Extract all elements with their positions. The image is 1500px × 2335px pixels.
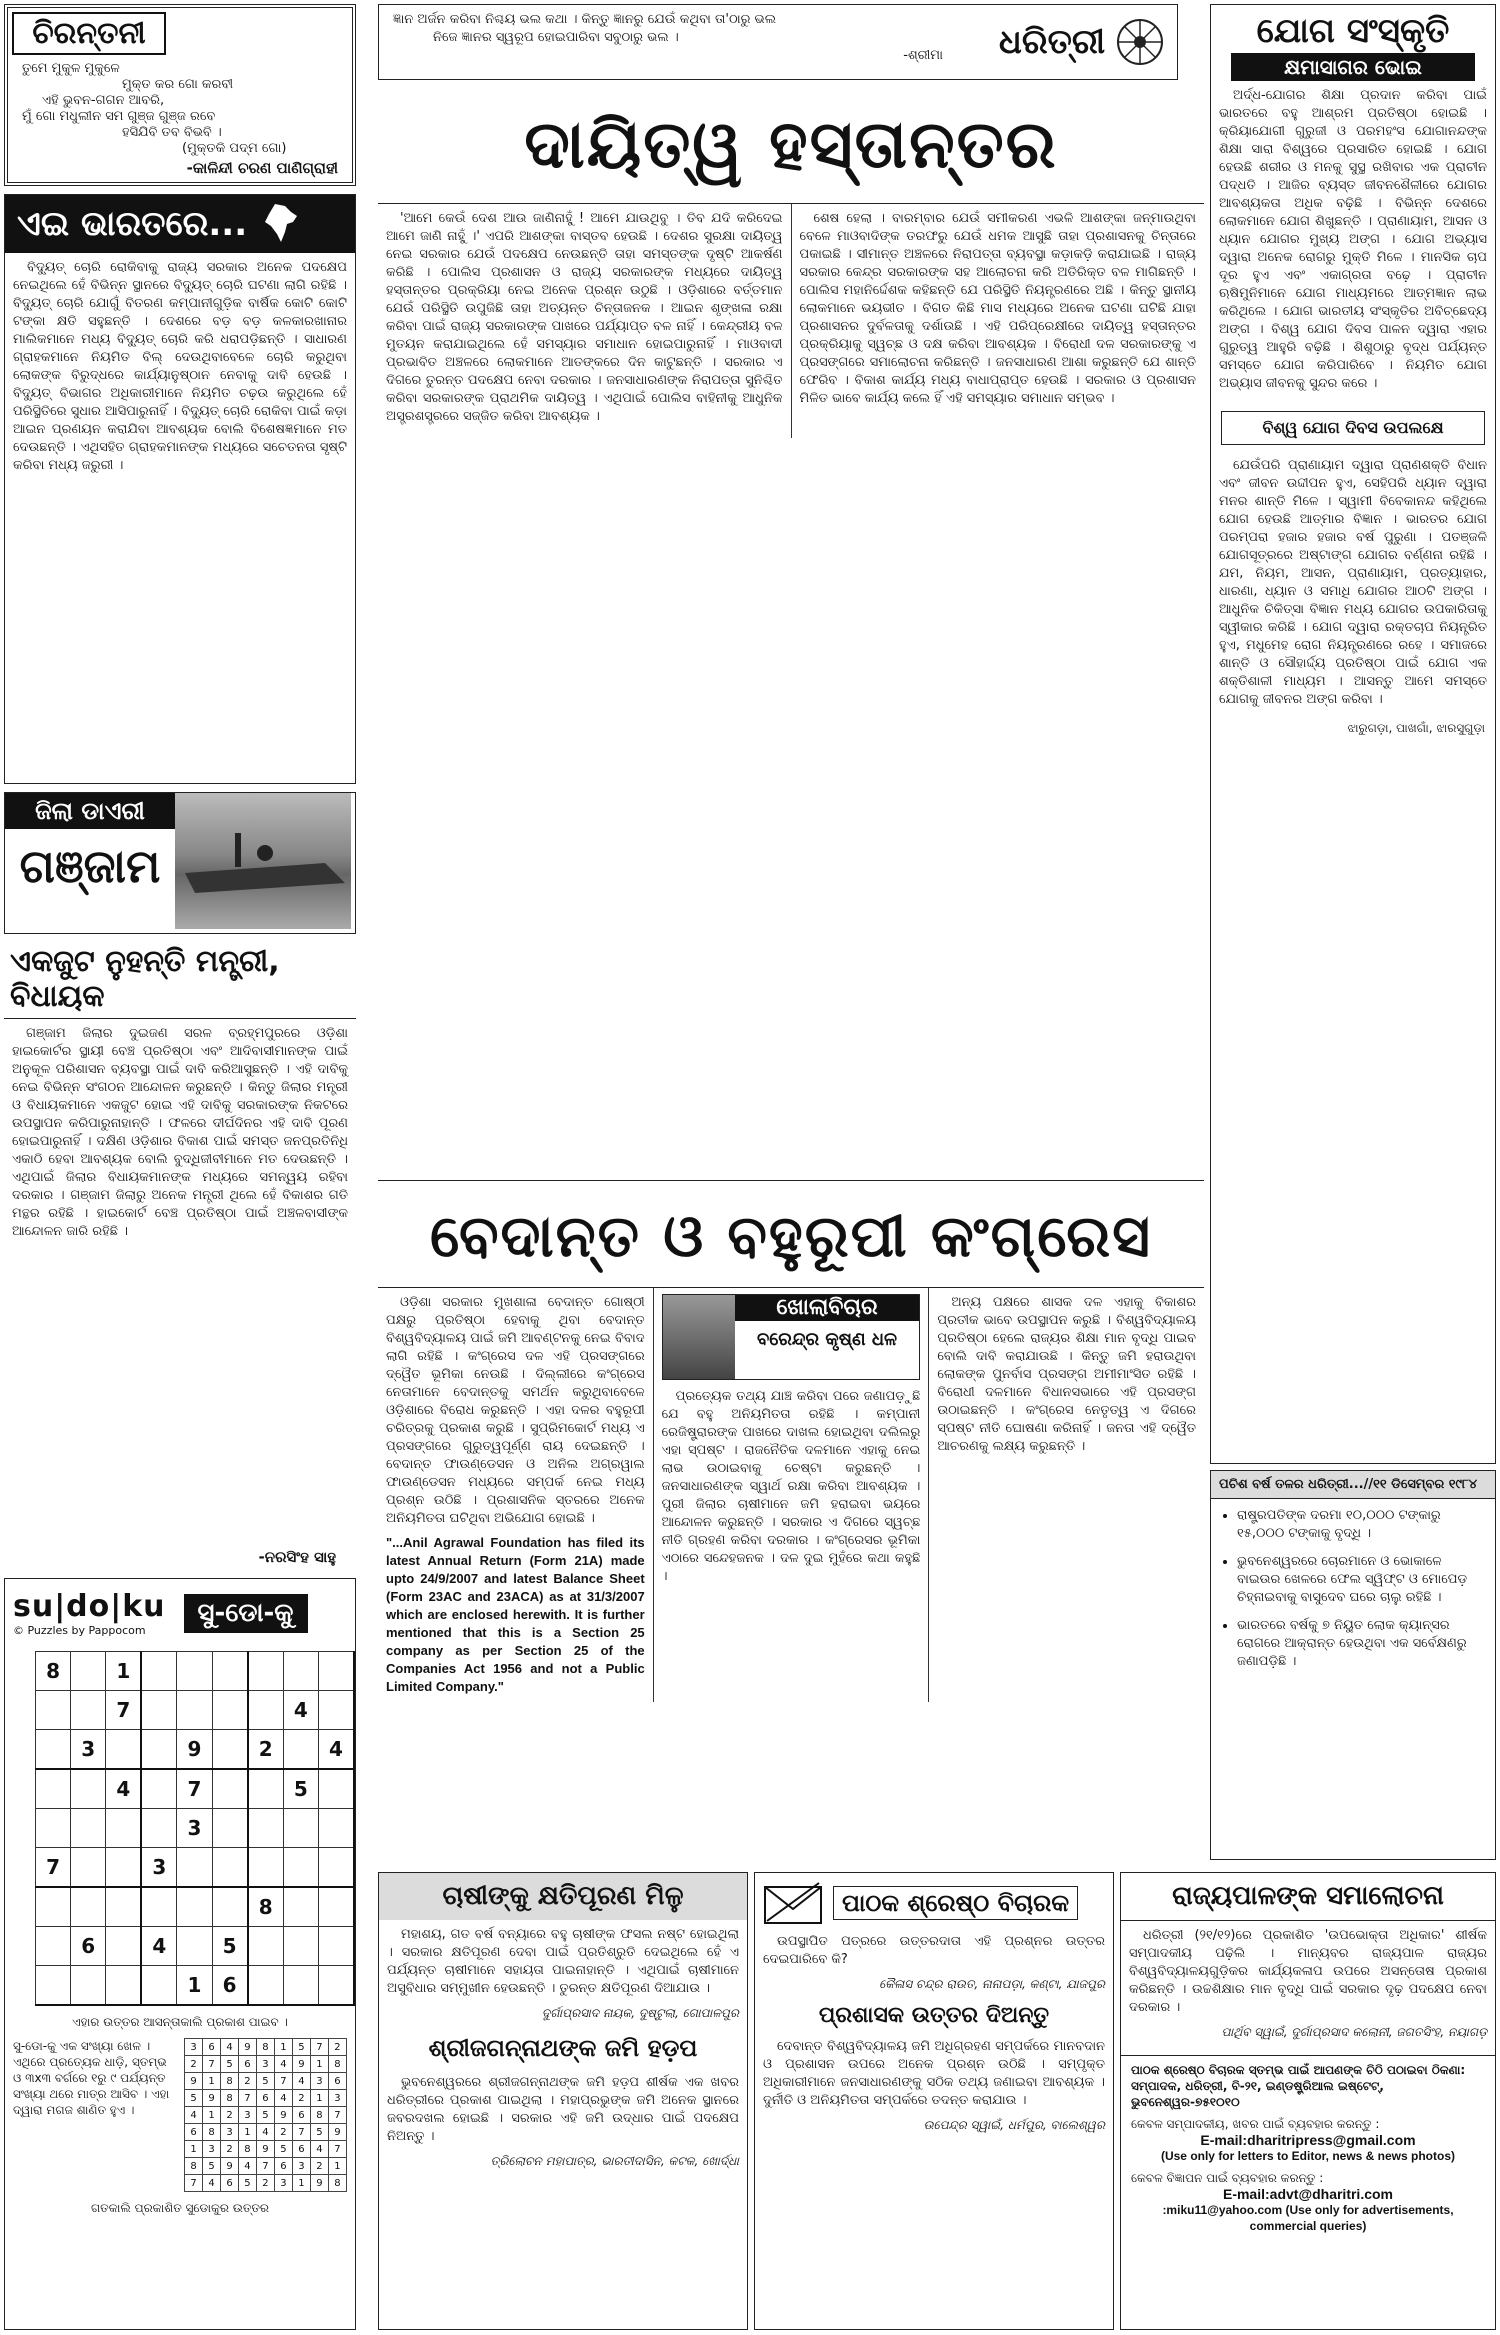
solution-cell: 3: [328, 2090, 346, 2107]
sudoku-cell[interactable]: [248, 1691, 284, 1730]
solution-cell: 7: [256, 2158, 274, 2175]
yoga-box: [1210, 4, 1496, 1464]
solution-cell: 7: [239, 2090, 257, 2107]
solution-row: [185, 2056, 347, 2073]
sudoku-cell[interactable]: [212, 1691, 248, 1730]
sudoku-cell[interactable]: [141, 1691, 177, 1730]
contact-line: କେବଳ ବିଜ୍ଞାପନ ପାଇଁ ବ୍ୟବହାର କରନ୍ତୁ :: [1131, 2171, 1324, 2185]
ei-bharatare-title: ଏଇ ଭାରତରେ...: [17, 204, 248, 244]
sudoku-cell[interactable]: [248, 1809, 284, 1848]
letter-sender: ଉପେନ୍ଦ୍ର ସ୍ୱାଇଁ, ଧର୍ମପୁର, ବାଲେଶ୍ୱର: [923, 2118, 1105, 2132]
solution-cell: 4: [292, 2073, 310, 2090]
solution-cell: 7: [328, 2141, 346, 2158]
solution-cell: 9: [185, 2073, 203, 2090]
solution-cell: 5: [239, 2175, 257, 2192]
sudoku-cell[interactable]: [71, 1809, 106, 1848]
solution-cell: 4: [239, 2158, 257, 2175]
poem-line: ହସିଯିବି ତବ ବିଭବି ।: [122, 125, 222, 140]
paragraph: ଦେବାନ୍ତ ବିଶ୍ୱବିଦ୍ୟାଳୟ ଜମି ଅଧିଗ୍ରହଣ ସମ୍ପର୍କରେ ମାନବଦାନ ଓ ପ୍ରଶାସନ ଉପରେ ଅନେକ ପ୍ରଶ୍ନ ଉଠିଛି । ସମ୍ପୃକ୍ତ ଅଧିକାରୀମାନେ ଜନସାଧାରଣଙ୍କୁ ସଠିକ ତଥ୍ୟ ଜଣାଇବା ଆବଶ୍ୟକ । ଦୁର୍ନୀତି ଓ ଅନିୟମିତତା ସମ୍ପର୍କରେ ତଦନ୍ତ କରାଯାଉ ।: [763, 2039, 1105, 2108]
sudoku-cell[interactable]: [283, 1927, 318, 1966]
solution-cell: 8: [310, 2107, 328, 2124]
solution-cell: 3: [256, 2056, 274, 2073]
sudoku-cell[interactable]: [106, 1966, 142, 2006]
sudoku-cell[interactable]: 7: [36, 1848, 71, 1888]
sudoku-cell[interactable]: 5: [212, 1927, 248, 1966]
poem-line: ଏହି ଭୁବନ-ଗଗନ ଆବରି,: [42, 93, 165, 108]
solution-row: [185, 2073, 347, 2090]
sudoku-cell[interactable]: [212, 1652, 248, 1691]
sudoku-cell[interactable]: [318, 1927, 354, 1966]
sudoku-cell[interactable]: [212, 1809, 248, 1848]
solution-cell: 8: [221, 2073, 239, 2090]
india-map-icon: [261, 202, 301, 246]
solution-cell: 2: [274, 2124, 292, 2141]
solution-cell: 7: [310, 2039, 328, 2056]
sudoku-cell[interactable]: [71, 1769, 106, 1809]
sudoku-credit: © Puzzles by Pappocom: [13, 1624, 146, 1637]
kholabichar-box: [662, 1294, 921, 1380]
solution-cell: 4: [185, 2107, 203, 2124]
solution-cell: 3: [274, 2175, 292, 2192]
solution-cell: 8: [203, 2124, 221, 2141]
solution-cell: 5: [310, 2124, 328, 2141]
sudoku-cell[interactable]: 4: [318, 1730, 354, 1770]
sudoku-cell[interactable]: [141, 1730, 177, 1770]
sudoku-cell[interactable]: 8: [36, 1652, 71, 1691]
paragraph: ଧରିତ୍ରୀ (୨୧/୧୨)ରେ ପ୍ରକାଶିତ 'ଉପଭୋକ୍ତା ଅଧିକାର' ଶୀର୍ଷକ ସମ୍ପାଦକୀୟ ପଢ଼ିଲି । ମାନ୍ୟବର ରାଜ୍ୟପାଳ ରାଜ୍ୟର ବିଶ୍ୱବିଦ୍ୟାଳୟଗୁଡ଼ିକର କାର୍ଯ୍ୟକଳାପ ଉପରେ ଅସନ୍ତୋଷ ପ୍ରକାଶ କରିଛନ୍ତି । ଉଚ୍ଚଶିକ୍ଷାର ମାନ ବୃଦ୍ଧି ପାଇଁ ସରକାର ଦୃଢ଼ ପଦକ୍ଷେପ ନେବା ଦରକାର ।: [1129, 1928, 1487, 2015]
sudoku-cell[interactable]: 1: [106, 1652, 142, 1691]
solution-row: [185, 2039, 347, 2056]
solution-cell: 2: [239, 2073, 257, 2090]
governor-title: ରାଜ୍ୟପାଳଙ୍କ ସମାଲୋଚନା: [1121, 1873, 1495, 1921]
paragraph: ବିଦ୍ୟୁତ୍ ଚୋରି ରୋକିବାକୁ ରାଜ୍ୟ ସରକାର ଅନେକ ପଦକ୍ଷେପ ନେଇଥିଲେ ହେଁ ବିଭିନ୍ନ ସ୍ଥାନରେ ବିଦ୍ୟୁତ୍ ଚୋରି ଘଟଣା ଲାଗି ରହିଛି । ବିଦ୍ୟୁତ୍ ଚୋରି ଯୋଗୁଁ ବିତରଣ କମ୍ପାନୀଗୁଡ଼ିକ ବାର୍ଷିକ କୋଟି କୋଟି ଟଙ୍କା କ୍ଷତି ସହୁଛନ୍ତି । ଦେଶରେ ବଡ଼ ବଡ଼ କଳକାରଖାନାର ମାଲିକମାନେ ମଧ୍ୟ ବିଦ୍ୟୁତ୍ ଚୋରି କରି ଧରାପଡ଼ିଛନ୍ତି । ସାଧାରଣ ଗ୍ରାହକମାନେ ନିୟମିତ ବିଲ୍ ଦେଉଥିବାବେଳେ ଚୋରି କରୁଥିବା ଲୋକଙ୍କ ବିରୁଦ୍ଧରେ କାର୍ଯ୍ୟାନୁଷ୍ଠାନ ନେବାକୁ ଦାବି ହେଉଛି । ବିଦ୍ୟୁତ୍ ବିଭାଗର ଅଧିକାରୀମାନେ ନିୟମିତ ଚଢ଼ଉ କରୁଥିଲେ ହେଁ ପରିସ୍ଥିତିରେ ସୁଧାର ଆସିପାରୁନାହିଁ । ବିଦ୍ୟୁତ୍ ଚୋରି ରୋକିବା ପାଇଁ କଡ଼ା ଆଇନ ପ୍ରଣୟନ କରାଯିବା ଆବଶ୍ୟକ ବୋଲି ବିଶେଷଜ୍ଞମାନେ ମତ ଦେଉଛନ୍ତି । ଏଥିସହିତ ଗ୍ରାହକମାନଙ୍କ ମଧ୍ୟରେ ସଚେତନତା ସୃଷ୍ଟି କରିବା ମଧ୍ୟ ଜରୁରୀ ।: [13, 260, 347, 473]
sudoku-cell[interactable]: [106, 1848, 142, 1888]
sudoku-cell[interactable]: [248, 1966, 284, 2006]
yoga-title: ଯୋଗ ସଂସ୍କୃତି: [1256, 11, 1450, 51]
sudoku-cell[interactable]: [283, 1730, 318, 1770]
solution-cell: 1: [203, 2107, 221, 2124]
sudoku-cell[interactable]: [177, 1652, 212, 1691]
solution-cell: 1: [239, 2124, 257, 2141]
sudoku-cell[interactable]: [212, 1887, 248, 1927]
paragraph: 'ଆମେ କେଉଁ ଦେଶ ଆଉ ଜାଣିନାହୁଁ ! ଆମେ ଯାଉଥିବୁ । ତିବ ଯଦି କରିଦେଇ ଆମେ ଜାଣି ନାହୁଁ ।' ଏପରି ଆଶଙ୍କା ବାସ୍ତବ ହେଉଛି । ଦେଶର ସୁରକ୍ଷା ଦାୟିତ୍ୱ ନେଇ ସରକାର ଯେଉଁ ପଦକ୍ଷେପ ନେଉଛନ୍ତି ତାହା ସମସ୍ତଙ୍କ ଦୃଷ୍ଟି ଆକର୍ଷଣ କରିଛି । ପୋଲିସ ପ୍ରଶାସନ ଓ ରାଜ୍ୟ ସରକାରଙ୍କ ମଧ୍ୟରେ ଦାୟିତ୍ୱ ହସ୍ତାନ୍ତର ପ୍ରକ୍ରିୟା ନେଇ ଅନେକ ପ୍ରଶ୍ନ ଉଠୁଛି । ଓଡ଼ିଶାରେ ବର୍ତ୍ତମାନ ଯେଉଁ ପରିସ୍ଥିତି ଉପୁଜିଛି ତାହା ଅତ୍ୟନ୍ତ ଚିନ୍ତାଜନକ । ଆଇନ ଶୃଙ୍ଖଳା ରକ୍ଷା କରିବା ପାଇଁ ରାଜ୍ୟ ସରକାରଙ୍କ ପାଖରେ ପର୍ଯ୍ୟାପ୍ତ ବଳ ନାହିଁ । କେନ୍ଦ୍ରୀୟ ବଳ ମୁତୟନ କରାଯାଇଥିଲେ ହେଁ ସମସ୍ୟାର ସମାଧାନ ହୋଇପାରୁନାହିଁ । ମାଓବାଦୀ ପ୍ରଭାବିତ ଅଞ୍ଚଳରେ ଲୋକମାନେ ଆତଙ୍କରେ ଦିନ କାଟୁଛନ୍ତି । ସରକାର ଏ ଦିଗରେ ତୁରନ୍ତ ପଦକ୍ଷେପ ନେବା ଦରକାର । ଜନସାଧାରଣଙ୍କ ନିରାପତ୍ତା ସୁନିଶ୍ଚିତ କରିବା ସରକାରଙ୍କ ପ୍ରାଥମିକ ଦାୟିତ୍ୱ । ଏଥିପାଇଁ ପୋଲିସ ବାହିନୀକୁ ଆଧୁନିକ ଅସ୍ତ୍ରଶସ୍ତ୍ରରେ ସଜ୍ଜିତ କରିବା ଆବଶ୍ୟକ ।: [386, 211, 783, 424]
list-item: • ଭୁବନେଶ୍ୱରରେ ଚୋରମାନେ ଓ ଭୋକାଳେ ବାଇଉର ଖେଳରେ ଫେଲ ସ୍ୱିଫ୍ଟ ଓ ମୋପେଡ଼ ଚିହ୍ନାଇବାକୁ ବାସୁଦେବ ଘରେ ଚାଲୁ ରହିଛି ।: [1237, 1553, 1487, 1607]
sudoku-cell[interactable]: [36, 1966, 71, 2006]
district-headline: ଏକଜୁଟ ନୁହନ୍ତି ମନ୍ତ୍ରୀ, ବିଧାୟକ: [4, 940, 356, 1019]
district-diary-box: [4, 792, 356, 934]
governor-box: [1120, 1872, 1496, 2330]
solution-cell: 8: [256, 2039, 274, 2056]
paragraph: ଅନ୍ୟ ପକ୍ଷରେ ଶାସକ ଦଳ ଏହାକୁ ବିକାଶର ପ୍ରତୀକ ଭାବେ ଉପସ୍ଥାପନ କରୁଛି । ବିଶ୍ୱବିଦ୍ୟାଳୟ ପ୍ରତିଷ୍ଠା ହେଲେ ରାଜ୍ୟର ଶିକ୍ଷା ମାନ ବୃଦ୍ଧି ପାଇବ ବୋଲି ଦାବି କରାଯାଉଛି । କିନ୍ତୁ ଜମି ହରାଉଥିବା ଲୋକଙ୍କ ପୁନର୍ବାସ ପ୍ରସଙ୍ଗ ଅମୀମାଂସିତ ରହିଛି । ବିରୋଧୀ ଦଳମାନେ ବିଧାନସଭାରେ ଏହି ପ୍ରସଙ୍ଗ ଉଠାଇଛନ୍ତି । କଂଗ୍ରେସ ନେତୃତ୍ୱ ଏ ଦିଗରେ ସ୍ପଷ୍ଟ ନୀତି ଘୋଷଣା କରିନାହିଁ । ଜନତା ଏହି ଦ୍ୱୈତ ଆଚରଣକୁ ଲକ୍ଷ୍ୟ କରୁଛନ୍ତି ।: [937, 1295, 1197, 1454]
sudoku-cell[interactable]: [71, 1652, 106, 1691]
solution-cell: 6: [274, 2158, 292, 2175]
sudoku-cell[interactable]: [177, 1848, 212, 1888]
twentyfive-years-box: [1210, 1470, 1496, 1860]
sudoku-cell[interactable]: [141, 1966, 177, 2006]
sudoku-cell[interactable]: [248, 1848, 284, 1888]
paragraph: ଓଡ଼ିଶା ସରକାର ମୁଖଶାଳା ବେଦାନ୍ତ ଗୋଷ୍ଠୀ ପକ୍ଷରୁ ପ୍ରତିଷ୍ଠା ହେବାକୁ ଥିବା ବେଦାନ୍ତ ବିଶ୍ୱବିଦ୍ୟାଳୟ ପାଇଁ ଜମି ଆବଣ୍ଟନକୁ ନେଇ ବିବାଦ ଲାଗି ରହିଛି । କଂଗ୍ରେସ ଦଳ ଏହି ପ୍ରସଙ୍ଗରେ ଦ୍ୱୈତ ଭୂମିକା ନେଉଛି । ଦିଲ୍ଲୀରେ କଂଗ୍ରେସ ନେତାମାନେ ବେଦାନ୍ତକୁ ସମର୍ଥନ କରୁଥିବାବେଳେ ଓଡ଼ିଶାରେ ବିରୋଧ କରୁଛନ୍ତି । ଏହା ଦଳର ବହୁରୂପୀ ଚରିତ୍ରକୁ ପ୍ରକାଶ କରୁଛି । ସୁପ୍ରିମକୋର୍ଟ ମଧ୍ୟ ଏ ପ୍ରସଙ୍ଗରେ ଗୁରୁତ୍ୱପୂର୍ଣ୍ଣ ରାୟ ଦେଇଛନ୍ତି । ବେଦାନ୍ତ ଫାଉଣ୍ଡେସନ ଓ ଅନିଲ ଅଗ୍ରୱାଲ ଫାଉଣ୍ଡେସନ ମଧ୍ୟରେ ସମ୍ପର୍କ ନେଇ ମଧ୍ୟ ପ୍ରଶ୍ନ ଉଠିଛି । ପ୍ରଶାସନିକ ସ୍ତରରେ ଅନେକ ଅନିୟମିତତା ଘଟିଥିବା ଅଭିଯୋଗ ହୋଇଛି ।: [386, 1295, 645, 1526]
solution-cell: 2: [221, 2107, 239, 2124]
sudoku-cell[interactable]: [248, 1769, 284, 1809]
ei-bharatare-body: [5, 253, 355, 487]
editorial-1-headline: ଦାୟିତ୍ୱ ହସ୍ତାନ୍ତର: [524, 106, 1058, 183]
contact-email-link[interactable]: :miku11@yahoo.com (Use only for advertisements, commercial queries): [1162, 2203, 1454, 2233]
editorial-2-headline: ବେଦାନ୍ତ ଓ ବହୁରୂପୀ କଂଗ୍ରେସ: [429, 1202, 1153, 1270]
twentyfive-title: ପଚିଶ ବର୍ଷ ତଳର ଧରିତ୍ରୀ...//୧୧ ଡିସେମ୍ବର ୧୯୮୪: [1211, 1471, 1495, 1499]
solution-cell: 4: [274, 2056, 292, 2073]
solution-cell: 8: [328, 2175, 346, 2192]
paragraph: ଉପସ୍ଥାପିତ ପତ୍ରରେ ଉତ୍ତରଦାତା ଏହି ପ୍ରଶ୍ନର ଉତ୍ତର ଦେଇପାରିବେ କି?: [763, 1934, 1105, 1967]
chirantani-title: ଚିରନ୍ତନୀ: [12, 12, 166, 55]
sudoku-row: [36, 1809, 355, 1848]
solution-row: [185, 2141, 347, 2158]
solution-cell: 6: [239, 2056, 257, 2073]
solution-cell: 2: [292, 2090, 310, 2107]
sudoku-row: [36, 1848, 355, 1888]
sudoku-cell[interactable]: [318, 1848, 354, 1888]
letter-sender: କୈଳାସ ଚନ୍ଦ୍ର ରାଉତ, ନାନାପଡ଼ା, କଣ୍ଟା, ଯାଜପୁର: [879, 1977, 1105, 1991]
contact-address: ପାଠକ ଶ୍ରେଷ୍ଠ ବିଚାରକ ସ୍ତମ୍ଭ ପାଇଁ ଆପଣଙ୍କ ଚିଠି ପଠାଇବା ଠିକଣା: ସମ୍ପାଦକ, ଧରିତ୍ରୀ, ବି-୨୧, ଇଣ୍ଡଷ୍ଟ୍ରିଆଲ ଇଷ୍ଟେଟ୍, ଭୁବନେଶ୍ୱର-୭୫୧୦୧୦: [1131, 2063, 1466, 2109]
solution-cell: 3: [239, 2107, 257, 2124]
solution-cell: 2: [310, 2158, 328, 2175]
sudoku-brand: su|do|ku: [13, 1589, 166, 1624]
sudoku-cell[interactable]: [36, 1809, 71, 1848]
sudoku-cell[interactable]: [141, 1769, 177, 1809]
sudoku-row: [36, 1652, 355, 1691]
solution-cell: 7: [274, 2073, 292, 2090]
sudoku-cell[interactable]: [36, 1927, 71, 1966]
paragraph: ଅର୍ଦ୍ଧ-ଯୋଗର ଶିକ୍ଷା ପ୍ରଦାନ କରିବା ପାଇଁ ଭାରତରେ ବହୁ ଆଶ୍ରମ ପ୍ରତିଷ୍ଠା ହୋଇଛି । କ୍ରିୟାଯୋଗୀ ଗୁରୁଜୀ ଓ ପରମହଂସ ଯୋଗାନନ୍ଦଙ୍କ ଶିକ୍ଷା ସାରା ବିଶ୍ୱରେ ପ୍ରସାରିତ ହୋଇଛି । ଯୋଗ ହେଉଛି ଶରୀର ଓ ମନକୁ ସୁସ୍ଥ ରଖିବାର ଏକ ପ୍ରାଚୀନ ପଦ୍ଧତି । ଆଜିର ବ୍ୟସ୍ତ ଜୀବନଶୈଳୀରେ ଯୋଗର ଆବଶ୍ୟକତା ଅଧିକ ବଢ଼ିଛି । ବିଭିନ୍ନ ଦେଶରେ ଲୋକମାନେ ଯୋଗ ଶିଖୁଛନ୍ତି । ପ୍ରାଣାୟାମ, ଆସନ ଓ ଧ୍ୟାନ ଯୋଗର ମୁଖ୍ୟ ଅଙ୍ଗ । ଯୋଗ ଅଭ୍ୟାସ ଦ୍ୱାରା ଅନେକ ରୋଗରୁ ମୁକ୍ତି ମିଳେ । ମାନସିକ ଚାପ ଦୂର ହୁଏ ଏବଂ ଏକାଗ୍ରତା ବଢ଼େ । ପ୍ରାଚୀନ ଋଷିମୁନିମାନେ ଯୋଗ ମାଧ୍ୟମରେ ଆତ୍ମଜ୍ଞାନ ଲାଭ କରିଥିଲେ । ଯୋଗ ଭାରତୀୟ ସଂସ୍କୃତିର ଅବିଚ୍ଛେଦ୍ୟ ଅଙ୍ଗ । ବିଶ୍ୱ ଯୋଗ ଦିବସ ପାଳନ ଦ୍ୱାରା ଏହାର ଗୁରୁତ୍ୱ ଆହୁରି ବଢ଼ିଛି । ଶିଶୁଠାରୁ ବୃଦ୍ଧ ପର୍ଯ୍ୟନ୍ତ ସମସ୍ତେ ଯୋଗ କରିପାରିବେ । ନିୟମିତ ଯୋଗ ଅଭ୍ୟାସ ଜୀବନକୁ ସୁନ୍ଦର କରେ ।: [1219, 88, 1487, 391]
sudoku-cell[interactable]: [248, 1927, 284, 1966]
contact-email-link[interactable]: E-mail:advt@dharitri.com: [1222, 2186, 1394, 2202]
envelope-icon: [763, 1881, 823, 1925]
sudoku-cell[interactable]: [36, 1769, 71, 1809]
yoga-author: କ୍ଷମାସାଗର ଭୋଇ: [1231, 53, 1475, 81]
poem-line: ମୁଁ ଗୋ ମଧୁଲୀନ ସମ ଗୁଞ୍ଜ ଗୁଞ୍ଜ ରବେ: [22, 109, 216, 124]
solution-cell: 1: [310, 2090, 328, 2107]
solution-cell: 9: [256, 2141, 274, 2158]
sudoku-cell[interactable]: [212, 1769, 248, 1809]
solution-cell: 7: [328, 2107, 346, 2124]
sudoku-row: [36, 1887, 355, 1927]
sudoku-cell[interactable]: 6: [71, 1927, 106, 1966]
sudoku-cell[interactable]: [106, 1887, 142, 1927]
sudoku-cell[interactable]: [106, 1927, 142, 1966]
masthead: [378, 4, 1178, 80]
solution-cell: 5: [292, 2039, 310, 2056]
sudoku-cell[interactable]: 1: [177, 1966, 212, 2006]
masthead-quote-author: -ଶ୍ରୀମା: [903, 48, 943, 63]
solution-cell: 6: [256, 2090, 274, 2107]
solution-cell: 7: [292, 2124, 310, 2141]
district-diary-label: ଜିଲା ଡାଏରୀ: [5, 793, 175, 829]
solution-row: [185, 2090, 347, 2107]
sudoku-cell[interactable]: 4: [141, 1927, 177, 1966]
solution-cell: 3: [310, 2073, 328, 2090]
sudoku-cell[interactable]: [318, 1652, 354, 1691]
poem-line: ମୁକ୍ତ କର ଗୋ କରବୀ: [122, 77, 234, 92]
solution-cell: 2: [185, 2056, 203, 2073]
sudoku-cell[interactable]: [177, 1691, 212, 1730]
solution-cell: 9: [221, 2158, 239, 2175]
solution-cell: 1: [328, 2158, 346, 2175]
solution-cell: 2: [256, 2175, 274, 2192]
paragraph: ଯେଉଁପରି ପ୍ରାଣାୟାମ ଦ୍ୱାରା ପ୍ରାଣଶକ୍ତି ବିଧାନ ଏବଂ ଜୀବନ ଉଦ୍ଦୀପନ ହୁଏ, ସେହିପରି ଧ୍ୟାନ ଦ୍ୱାରା ମନର ଶାନ୍ତି ମିଳେ । ସ୍ୱାମୀ ବିବେକାନନ୍ଦ କହିଥିଲେ ଯୋଗ ହେଉଛି ଆତ୍ମାର ବିଜ୍ଞାନ । ଭାରତର ଯୋଗ ପରମ୍ପରା ହଜାର ହଜାର ବର୍ଷ ପୁରୁଣା । ପତଞ୍ଜଳି ଯୋଗସୂତ୍ରରେ ଅଷ୍ଟାଙ୍ଗ ଯୋଗର ବର୍ଣ୍ଣନା ରହିଛି । ଯମ, ନିୟମ, ଆସନ, ପ୍ରାଣାୟାମ, ପ୍ରତ୍ୟାହାର, ଧାରଣା, ଧ୍ୟାନ ଓ ସମାଧି ଯୋଗର ଆଠଟି ଅଙ୍ଗ । ଆଧୁନିକ ଚିକିତ୍ସା ବିଜ୍ଞାନ ମଧ୍ୟ ଯୋଗର ଉପକାରିତାକୁ ସ୍ୱୀକାର କରିଛି । ଯୋଗ ଦ୍ୱାରା ରକ୍ତଚାପ ନିୟନ୍ତ୍ରିତ ହୁଏ, ମଧୁମେହ ରୋଗ ନିୟନ୍ତ୍ରଣରେ ରହେ । ସମାଜରେ ଶାନ୍ତି ଓ ସୌହାର୍ଦ୍ଦ୍ୟ ପ୍ରତିଷ୍ଠା ପାଇଁ ଯୋଗ ଏକ ଶକ୍ତିଶାଳୀ ମାଧ୍ୟମ । ଆସନ୍ତୁ ଆମେ ସମସ୍ତେ ଯୋଗକୁ ଜୀବନର ଅଙ୍ଗ କରିବା ।: [1219, 458, 1487, 707]
solution-cell: 4: [274, 2090, 292, 2107]
yoga-byline: ଝାରୁଗଡ଼ା, ପାଖଗାଁ, ଝାରସୁଗୁଡ଼ା: [1347, 721, 1485, 735]
sudoku-cell[interactable]: [212, 1730, 248, 1770]
solution-cell: 6: [292, 2141, 310, 2158]
paragraph: ମହାଶୟ, ଗତ ବର୍ଷ ବନ୍ୟାରେ ବହୁ ଚାଷୀଙ୍କ ଫସଲ ନଷ୍ଟ ହୋଇଥିଲା । ସରକାର କ୍ଷତିପୂରଣ ଦେବା ପାଇଁ ପ୍ରତିଶ୍ରୁତି ଦେଇଥିଲେ ହେଁ ଏ ପର୍ଯ୍ୟନ୍ତ ଚାଷୀମାନେ ସହାୟତା ପାଇନାହାନ୍ତି । ଏଥିପାଇଁ ଚାଷୀମାନେ ଅସୁବିଧାର ସମ୍ମୁଖୀନ ହେଉଛନ୍ତି । ତୁରନ୍ତ କ୍ଷତିପୂରଣ ଦିଆଯାଉ ।: [387, 1927, 739, 1996]
solution-cell: 8: [239, 2141, 257, 2158]
sudoku-cell[interactable]: [71, 1966, 106, 2006]
paragraph: ଭୁବନେଶ୍ୱରରେ ଶ୍ରୀଜଗନ୍ନାଥଙ୍କ ଜମି ହଡ଼ପ ଶୀର୍ଷକ ଏକ ଖବର ଧରିତ୍ରୀରେ ପ୍ରକାଶ ପାଇଥିଲା । ମହାପ୍ରଭୁଙ୍କ ଜମି ଅନେକ ସ୍ଥାନରେ ଜବରଦଖଲ ହୋଇଛି । ସରକାର ଏହି ଜମି ଉଦ୍ଧାର ପାଇଁ ପଦକ୍ଷେପ ନିଅନ୍ତୁ ।: [387, 2075, 739, 2144]
sudoku-cell[interactable]: [318, 1809, 354, 1848]
sudoku-cell[interactable]: [177, 1887, 212, 1927]
solution-cell: 5: [221, 2056, 239, 2073]
sudoku-title: ସୁ-ଡୋ-କୁ: [184, 1594, 308, 1633]
chirantani-box: [4, 4, 356, 186]
solution-cell: 6: [221, 2175, 239, 2192]
author-photo: [663, 1295, 735, 1379]
solution-cell: 9: [239, 2039, 257, 2056]
solution-cell: 6: [185, 2124, 203, 2141]
solution-cell: 5: [274, 2141, 292, 2158]
sudoku-cell[interactable]: [248, 1652, 284, 1691]
sudoku-cell[interactable]: [318, 1691, 354, 1730]
solution-cell: 8: [221, 2090, 239, 2107]
solution-cell: 3: [185, 2039, 203, 2056]
solution-cell: 5: [256, 2073, 274, 2090]
sudoku-rules: ସୁ-ଡୋ-କୁ ଏକ ସଂଖ୍ୟା ଖେଳ । ଏଥିରେ ପ୍ରତ୍ୟେକ ଧାଡ଼ି, ସ୍ତମ୍ଭ ଓ ୩x୩ ବର୍ଗରେ ୧ରୁ ୯ ପର୍ଯ୍ୟନ୍ତ ସଂଖ୍ୟା ଥରେ ମାତ୍ର ଆସିବ । ଏହା ଦ୍ୱାରା ମଗଜ ଶାଣିତ ହୁଏ ।: [13, 2039, 170, 2117]
contact-note: (Use only for letters to Editor, news & news photos): [1160, 2149, 1456, 2163]
paragraph: ପ୍ରତ୍ୟେକ ତଥ୍ୟ ଯାଞ୍ଚ କରିବା ପରେ ଜଣାପଡ଼ୁଛି ଯେ ବହୁ ଅନିୟମିତତା ରହିଛି । କମ୍ପାନୀ ରେଜିଷ୍ଟ୍ରାରଙ୍କ ପାଖରେ ଦାଖଲ ହୋଇଥିବା ଦଲିଲରୁ ଏହା ସ୍ପଷ୍ଟ । ରାଜନୈତିକ ଦଳମାନେ ଏହାକୁ ନେଇ ଲାଭ ଉଠାଇବାକୁ ଚେଷ୍ଟା କରୁଛନ୍ତି । ଜନସାଧାରଣଙ୍କ ସ୍ୱାର୍ଥ ରକ୍ଷା କରିବା ଆବଶ୍ୟକ । ପୁରୀ ଜିଲାର ଚାଷୀମାନେ ଜମି ହରାଇବା ଭୟରେ ଆନ୍ଦୋଳନ କରୁଛନ୍ତି । ସରକାର ଏ ଦିଗରେ ସ୍ୱଚ୍ଛ ନୀତି ଗ୍ରହଣ କରିବା ଦରକାର । କଂଗ୍ରେସର ଭୂମିକା ଏଠାରେ ସନ୍ଦେହଜନକ । ଦଳ ଦୁଇ ମୁହଁରେ କଥା କହୁଛି ।: [661, 1389, 921, 1584]
sudoku-cell[interactable]: 9: [177, 1730, 212, 1770]
letter-sender: ପାର୍ଥିବ ସ୍ୱାଇଁ, ଦୁର୍ଗାପ୍ରସାଦ କଲୋନୀ, ଜଗତସିଂହ, ନୟାଗଡ଼: [1221, 2025, 1487, 2039]
solution-row: [185, 2175, 347, 2192]
contact-line: କେବଳ ସମ୍ପାଦକୀୟ, ଖବର ପାଇଁ ବ୍ୟବହାର କରନ୍ତୁ :: [1131, 2117, 1380, 2131]
solution-cell: 2: [221, 2141, 239, 2158]
sudoku-cell[interactable]: [318, 1887, 354, 1927]
letter-sender: ଦୁର୍ଗାପ୍ରସାଦ ନାୟକ, ଦୁଷ୍ଟୁଲା, ଗୋପାଳପୁର: [541, 2006, 739, 2020]
sudoku-cell[interactable]: [106, 1730, 142, 1770]
poem-line: ତୁମେ ମୁକୁଳ ମୁକୁଳେ: [22, 61, 120, 76]
divider: [378, 1180, 1204, 1181]
legal-quote: "...Anil Agrawal Foundation has filed its latest Annual Return (Form 21A) made upto 24/9/2007 and latest Balance Sheet (Form 23AC and 23ACA) as at 31/3/2007 which are enclosed herewith. It is further mentioned that this is a Section 25 company as per Section 25 of the Companies Act 1956 and not a Public Limited Company.": [386, 1535, 645, 1694]
sudoku-cell[interactable]: 7: [106, 1691, 142, 1730]
sudoku-cell[interactable]: [36, 1887, 71, 1927]
sudoku-cell[interactable]: [283, 1652, 318, 1691]
paragraph: ଶେଷ ହେଲା । ବାରମ୍ବାର ଯେଉଁ ସମୀକରଣ ଏଭଳି ଆଶଙ୍କା ଜନ୍ମାଉଥିବା ବେଳେ ମାଓବାଦିଙ୍କ ତରଫରୁ ଯେଉଁ ଧମକ ଆସୁଛି ତାହା ପ୍ରଶାସନକୁ ଚିନ୍ତାରେ ପକାଇଛି । ସୀମାନ୍ତ ଅଞ୍ଚଳରେ ନିରାପତ୍ତା ବ୍ୟବସ୍ଥା କଡ଼ାକଡ଼ି କରାଯାଇଛି । ରାଜ୍ୟ ସରକାର କେନ୍ଦ୍ର ସରକାରଙ୍କ ସହ ଆଲୋଚନା କରି ଅତିରିକ୍ତ ବଳ ମାଗିଛନ୍ତି । ପୋଲିସ ମହାନିର୍ଦ୍ଦେଶକ କହିଛନ୍ତି ଯେ ପରିସ୍ଥିତି ନିୟନ୍ତ୍ରଣରେ ଅଛି । କିନ୍ତୁ ସ୍ଥାନୀୟ ଲୋକମାନେ ଭୟଭୀତ । ବିଗତ କିଛି ମାସ ମଧ୍ୟରେ ଅନେକ ଘଟଣା ଘଟିଛି ଯାହା ପ୍ରଶାସନର ଦୁର୍ବଳତାକୁ ଦର୍ଶାଉଛି । ଏହି ପରିପ୍ରେକ୍ଷୀରେ ଦାୟିତ୍ୱ ହସ୍ତାନ୍ତର ପ୍ରକ୍ରିୟାକୁ ସ୍ୱଚ୍ଛ ଓ ଦକ୍ଷ କରିବା ଆବଶ୍ୟକ । ବିରୋଧୀ ଦଳ ସରକାରଙ୍କୁ ଏ ପ୍ରସଙ୍ଗରେ ସମାଲୋଚନା କରିଛନ୍ତି । ଜନସାଧାରଣ ଆଶା କରୁଛନ୍ତି ଯେ ଶାନ୍ତି ଫେରିବ । ବିକାଶ କାର୍ଯ୍ୟ ମଧ୍ୟ ବାଧାପ୍ରାପ୍ତ ହେଉଛି । ସରକାର ଓ ପ୍ରଶାସନ ମିଳିତ ଭାବେ କାର୍ଯ୍ୟ କଲେ ହିଁ ଏହି ସମସ୍ୟାର ସମାଧାନ ସମ୍ଭବ ।: [799, 211, 1196, 406]
yoga-subhead: ବିଶ୍ୱ ଯୋଗ ଦିବସ ଉପଲକ୍ଷେ: [1221, 411, 1485, 445]
solution-cell: 1: [274, 2039, 292, 2056]
sudoku-cell[interactable]: [71, 1691, 106, 1730]
sudoku-cell[interactable]: 5: [283, 1769, 318, 1809]
sudoku-row: [36, 1691, 355, 1730]
chirantani-author: -କାଳିନ୍ଦୀ ଚରଣ ପାଣିଗ୍ରାହୀ: [186, 159, 338, 177]
ei-bharatare-box: [4, 194, 356, 784]
chirantani-poem: [8, 59, 352, 159]
solution-cell: 9: [292, 2056, 310, 2073]
solution-cell: 4: [256, 2124, 274, 2141]
solution-cell: 1: [292, 2175, 310, 2192]
sudoku-row: [36, 1769, 355, 1809]
sudoku-cell[interactable]: [283, 1887, 318, 1927]
solution-cell: 5: [203, 2158, 221, 2175]
sudoku-row: [36, 1966, 355, 2006]
sudoku-cell[interactable]: [318, 1966, 354, 2006]
solution-cell: 1: [310, 2056, 328, 2073]
ei-bharatare-header: [5, 195, 355, 253]
letter-sender: ତ୍ରିଲୋଚନ ମହାପାତ୍ର, ଭାରତୀଦାସିନ, କଟକ, ଖୋର୍ଦ୍ଧା: [490, 2154, 739, 2168]
sudoku-cell[interactable]: [71, 1848, 106, 1888]
solution-cell: 6: [292, 2107, 310, 2124]
dharitri-logo: ଧରିତ୍ରୀ: [998, 22, 1106, 62]
sudoku-cell[interactable]: 2: [248, 1730, 284, 1770]
jagannath-subhead: ଶ୍ରୀଜଗନ୍ନାଥଙ୍କ ଜମି ହଡ଼ପ: [428, 2034, 698, 2062]
sudoku-cell[interactable]: [106, 1809, 142, 1848]
solution-cell: 6: [328, 2073, 346, 2090]
sudoku-solution-label: ଗତକାଲି ପ୍ରକାଶିତ ସୁଡୋକୁର ଉତ୍ତର: [90, 2201, 270, 2215]
masthead-quote-2: ନିଜେ ଜ୍ଞାନର ସ୍ୱରୂପ ହୋଇପାରିବା ସବୁଠାରୁ ଭଲ ।: [433, 30, 679, 45]
editorial-1: [378, 86, 1204, 1176]
sudoku-cell[interactable]: [283, 1966, 318, 2006]
solution-cell: 1: [203, 2073, 221, 2090]
solution-row: [185, 2124, 347, 2141]
poem-line: (ମୁକ୍ତକି ପଦ୍ମ ଗୋ): [182, 141, 287, 156]
sudoku-row: [36, 1730, 355, 1770]
reader-subhead: ପ୍ରଶାସକ ଉତ୍ତର ଦିଅନ୍ତୁ: [818, 2003, 1050, 2028]
solution-cell: 9: [203, 2090, 221, 2107]
solution-cell: 5: [256, 2107, 274, 2124]
list-item: • ଭାରତରେ ବର୍ଷକୁ ୭ ନିୟୁତ ଲୋକ କ୍ୟାନ୍ସର ରୋଗରେ ଆକ୍ରାନ୍ତ ହେଉଥିବା ଏକ ସର୍ବେକ୍ଷଣରୁ ଜଣାପଡ଼ିଛି ।: [1237, 1617, 1487, 1671]
sudoku-answer-note: ଏହାର ଉତ୍ତର ଆସନ୍ତାକାଲି ପ୍ରକାଶ ପାଇବ ।: [72, 2015, 288, 2029]
solution-cell: 8: [328, 2056, 346, 2073]
farmer-letter-title: ଚାଷୀଙ୍କୁ କ୍ଷତିପୂରଣ ମିଳୁ: [379, 1873, 747, 1920]
sudoku-cell[interactable]: 4: [106, 1769, 142, 1809]
sudoku-cell[interactable]: [318, 1769, 354, 1809]
solution-cell: 8: [185, 2158, 203, 2175]
sudoku-cell[interactable]: [283, 1809, 318, 1848]
sudoku-cell[interactable]: 7: [177, 1769, 212, 1809]
solution-cell: 9: [328, 2124, 346, 2141]
solution-cell: 3: [203, 2141, 221, 2158]
kholabichar-author: ବରେନ୍ଦ୍ର କୃଷ୍ଣ ଧଳ: [756, 1329, 898, 1350]
district-name: ଗଞ୍ଜାମ: [19, 839, 161, 893]
sudoku-cell[interactable]: [71, 1887, 106, 1927]
sudoku-cell[interactable]: [141, 1809, 177, 1848]
solution-cell: 9: [274, 2107, 292, 2124]
solution-cell: 9: [310, 2175, 328, 2192]
contact-email-link[interactable]: E-mail:dharitripress@gmail.com: [1200, 2132, 1416, 2148]
solution-cell: 4: [203, 2175, 221, 2192]
reader-judge-title: ପାଠକ ଶ୍ରେଷ୍ଠ ବିଚାରକ: [833, 1886, 1078, 1920]
solution-row: [185, 2158, 347, 2175]
sudoku-cell[interactable]: [141, 1652, 177, 1691]
boat-photo: [175, 793, 351, 929]
sudoku-cell[interactable]: [141, 1887, 177, 1927]
sudoku-cell[interactable]: 8: [248, 1887, 284, 1927]
solution-cell: 7: [185, 2175, 203, 2192]
solution-cell: 4: [221, 2039, 239, 2056]
sudoku-cell[interactable]: 6: [212, 1966, 248, 2006]
solution-row: [185, 2107, 347, 2124]
solution-cell: 5: [185, 2090, 203, 2107]
sudoku-cell[interactable]: [36, 1691, 71, 1730]
list-item: • ରାଷ୍ଟ୍ରପତିଙ୍କ ଦରମା ୧୦,୦୦୦ ଟଙ୍କାରୁ ୧୫,୦୦୦ ଟଙ୍କାକୁ ବୃଦ୍ଧି ।: [1237, 1507, 1487, 1543]
sudoku-grid[interactable]: [35, 1651, 355, 2006]
district-author: -ନରସିଂହ ସାହୁ: [258, 1548, 336, 1566]
sudoku-box: [4, 1578, 356, 2330]
farmer-letter-box: [378, 1872, 748, 2330]
sudoku-cell[interactable]: 3: [71, 1730, 106, 1770]
contact-box: [1121, 2055, 1495, 2240]
solution-cell: 1: [185, 2141, 203, 2158]
sudoku-cell[interactable]: 3: [177, 1809, 212, 1848]
sudoku-row: [36, 1927, 355, 1966]
sudoku-cell[interactable]: [177, 1927, 212, 1966]
reader-judge-box: [754, 1872, 1114, 2330]
solution-cell: 4: [310, 2141, 328, 2158]
solution-cell: 7: [203, 2056, 221, 2073]
sudoku-solution-grid: [184, 2038, 347, 2192]
sudoku-cell[interactable]: [212, 1848, 248, 1888]
solution-cell: 2: [328, 2039, 346, 2056]
sudoku-cell[interactable]: [36, 1730, 71, 1770]
solution-cell: 3: [221, 2124, 239, 2141]
paragraph: ଗଞ୍ଜାମ ଜିଲାର ଦୁଇଜଣ ସରଳ ବ୍ରହ୍ମପୁରରେ ଓଡ଼ିଶା ହାଇକୋର୍ଟର ସ୍ଥାୟୀ ବେଞ୍ଚ ପ୍ରତିଷ୍ଠା ଏବଂ ଆଦିବାସୀମାନଙ୍କ ପାଇଁ ଅନୁକୂଳ ପରିଶାସନ ବ୍ୟବସ୍ଥା ପାଇଁ ଦାବି କରିଆସୁଛନ୍ତି । ଏହି ଦାବିକୁ ନେଇ ବିଭିନ୍ନ ସଂଗଠନ ଆନ୍ଦୋଳନ କରୁଛନ୍ତି । କିନ୍ତୁ ଜିଲାର ମନ୍ତ୍ରୀ ଓ ବିଧାୟକମାନେ ଏକଜୁଟ ହୋଇ ଏହି ଦାବିକୁ ସରକାରଙ୍କ ନିକଟରେ ଉପସ୍ଥାପନ କରିପାରୁନାହାନ୍ତି । ଫଳରେ ଦୀର୍ଘଦିନର ଏହି ଦାବି ପୂରଣ ହୋଇପାରୁନାହିଁ । ଦକ୍ଷିଣ ଓଡ଼ିଶାର ବିକାଶ ପାଇଁ ସମସ୍ତ ଜନପ୍ରତିନିଧି ଏକାଠି ହେବା ଆବଶ୍ୟକ ବୋଲି ବୁଦ୍ଧିଜୀବୀମାନେ ମତ ଦେଉଛନ୍ତି । ଏଥିପାଇଁ ଜିଲାର ବିଧାୟକମାନଙ୍କ ମଧ୍ୟରେ ସମନ୍ୱୟ ରହିବା ଦରକାର । ଗଞ୍ଜାମ ଜିଲାରୁ ଅନେକ ମନ୍ତ୍ରୀ ଥିଲେ ହେଁ ବିକାଶର ଗତି ମନ୍ଥର ରହିଛି । ହାଇକୋର୍ଟ ବେଞ୍ଚ ପ୍ରତିଷ୍ଠା ପାଇଁ ଅଞ୍ଚଳବାସୀଙ୍କ ଆନ୍ଦୋଳନ ଜାରି ରହିଛି ।: [12, 1026, 348, 1239]
kholabichar-label: ଖୋଲାବିଚାର: [735, 1295, 920, 1321]
editorial-2: [378, 1186, 1204, 1862]
sudoku-cell[interactable]: [283, 1848, 318, 1888]
sudoku-cell[interactable]: 3: [141, 1848, 177, 1888]
wheel-emblem-icon: [1115, 17, 1165, 67]
masthead-quote-1: ଜ୍ଞାନ ଅର୍ଜନ କରିବା ନିଶ୍ଚୟ ଭଲ କଥା । କିନ୍ତୁ ଜ୍ଞାନରୁ ଯେଉଁ କଥିବା ତା'ଠାରୁ ଭଲ: [393, 12, 777, 27]
district-article: [4, 940, 356, 1572]
solution-cell: 6: [203, 2039, 221, 2056]
solution-cell: 3: [292, 2158, 310, 2175]
sudoku-cell[interactable]: 4: [283, 1691, 318, 1730]
